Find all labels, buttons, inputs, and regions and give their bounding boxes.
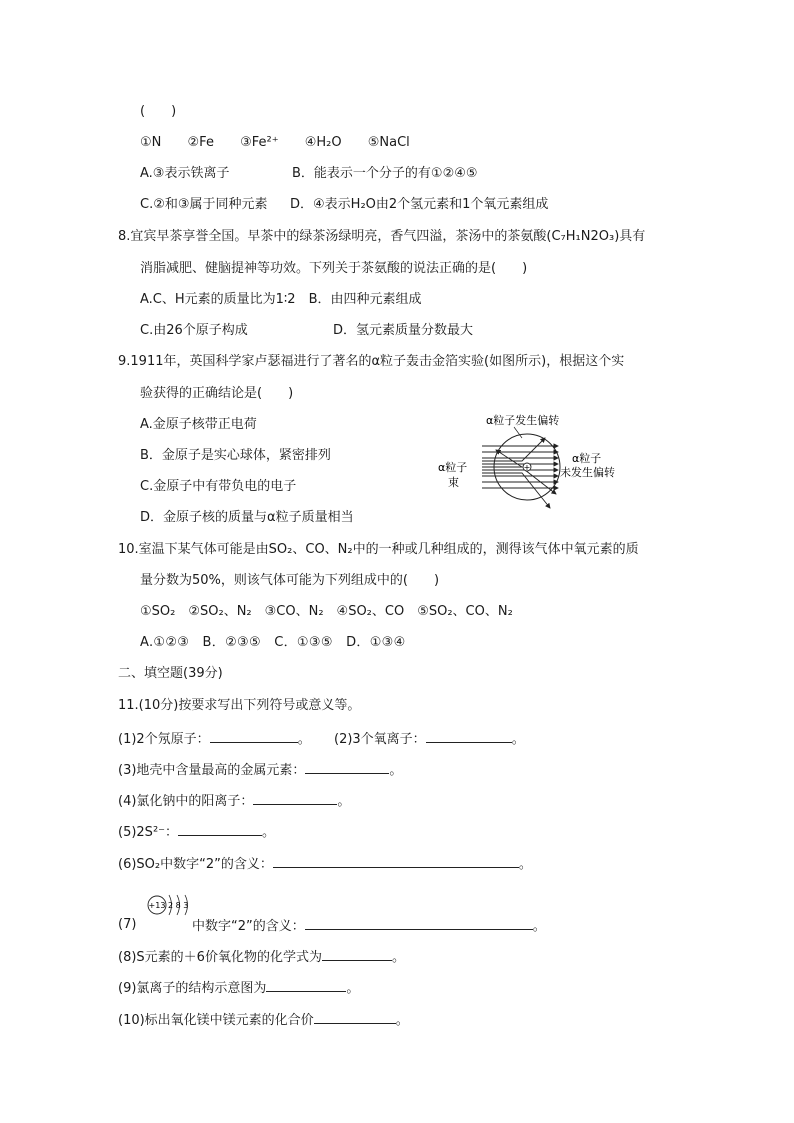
q11-answer-6-blank[interactable] — [273, 854, 519, 868]
q9-option-c: C.金原子中有带负电的电子 — [140, 479, 297, 494]
label-beam-1: α粒子 — [438, 461, 468, 474]
label-beam-2: 束 — [448, 476, 459, 489]
end-mark: 。 — [391, 950, 405, 965]
q7-item-5: ⑤NaCl — [367, 135, 410, 150]
q9-option-a: A.金原子核带正电荷 — [140, 417, 257, 432]
q11-answer-3-blank[interactable] — [305, 760, 389, 774]
q11-answer-4-blank[interactable] — [253, 791, 337, 805]
q7-items — [140, 134, 410, 152]
q11-answer-9-blank[interactable] — [266, 978, 346, 992]
q7-item-3: ③Fe²⁺ — [240, 135, 279, 150]
label-undeflected-1: α粒子 — [572, 452, 602, 465]
q11-part-3 — [118, 760, 402, 780]
q11-answer-2-blank[interactable] — [426, 729, 512, 743]
q11-part-8-label: (8)S元素的＋6价氧化物的化学式为 — [118, 950, 322, 965]
rutherford-experiment-figure — [430, 410, 630, 520]
q11-part-10 — [118, 1010, 409, 1030]
end-mark: 。 — [395, 1013, 409, 1028]
electron-counts: 2 8 3 — [168, 901, 189, 910]
q11-answer-10-blank[interactable] — [314, 1010, 396, 1024]
q7-option-c: C.②和③属于同种元素 — [140, 197, 268, 212]
q7-paren: ( ) — [140, 104, 177, 119]
q11-part-2-label: (2)3个氧离子： — [334, 732, 426, 747]
q11-part-9-label: (9)氯离子的结构示意图为 — [118, 981, 267, 996]
q11-part-6-label: (6)SO₂中数字“2”的含义： — [118, 857, 273, 872]
q11-part-6 — [118, 854, 532, 874]
q11-part-1-label: (1)2个氖原子： — [118, 732, 210, 747]
q11-answer-7-blank[interactable] — [305, 916, 533, 930]
q7-option-d: D．④表示H₂O由2个氢元素和1个氧元素组成 — [290, 197, 549, 212]
end-mark: 。 — [518, 857, 532, 872]
end-mark: 。 — [389, 763, 403, 778]
q11-part-7 — [192, 916, 546, 936]
label-deflected: α粒子发生偏转 — [486, 414, 560, 427]
q8-stem-line1: 8.宜宾早茶享誉全国。早茶中的绿茶汤绿明亮，香气四溢，茶汤中的茶氨酸(C₇H₁N2O₃)具有 — [118, 229, 646, 244]
q10-options: A.①②③ B．②③⑤ C．①③⑤ D．①③④ — [140, 635, 406, 650]
q7-item-4: ④H₂O — [304, 135, 342, 150]
end-mark: 。 — [297, 732, 311, 747]
q11-part-8 — [118, 947, 405, 967]
q11-part-5 — [118, 822, 275, 842]
q7-item-2: ②Fe — [187, 135, 214, 150]
nucleus-symbol: + — [523, 463, 531, 472]
q8-option-d: D．氢元素质量分数最大 — [333, 323, 474, 338]
q9-stem-line2: 验获得的正确结论是( ) — [140, 386, 294, 401]
q8-option-ab: A.C、H元素的质量比为1∶2 B．由四种元素组成 — [140, 292, 422, 307]
q11-part-2 — [334, 729, 525, 749]
q11-part-10-label: (10)标出氧化镁中镁元素的化合价 — [118, 1013, 314, 1028]
q11-part-7-label: 中数字“2”的含义： — [192, 919, 305, 934]
q11-answer-5-blank[interactable] — [178, 822, 262, 836]
q7-option-b: B．能表示一个分子的有①②④⑤ — [292, 166, 478, 181]
q11-part-4-label: (4)氯化钠中的阳离子： — [118, 794, 254, 809]
q11-part-3-label: (3)地壳中含量最高的金属元素： — [118, 763, 306, 778]
q11-part-7-prefix: (7) — [118, 917, 137, 932]
q11-part-5-label: (5)2S²⁻： — [118, 825, 179, 840]
q8-stem-line2: 消脂减肥、健脑提神等功效。下列关于茶氨酸的说法正确的是( ) — [140, 261, 528, 276]
q11-answer-1-blank[interactable] — [210, 729, 298, 743]
end-mark: 。 — [262, 825, 276, 840]
end-mark: 。 — [337, 794, 351, 809]
end-mark: 。 — [346, 981, 360, 996]
section-title: 二、填空题(39分) — [118, 666, 223, 681]
label-undeflected-2: 未发生偏转 — [560, 466, 615, 479]
q11-part-1 — [118, 729, 311, 749]
q11-stem: 11.(10分)按要求写出下列符号或意义等。 — [118, 698, 361, 713]
q7-item-1: ①N — [140, 135, 162, 150]
alpha-beam-lines — [482, 438, 558, 508]
end-mark: 。 — [511, 732, 525, 747]
q10-stem-line2: 量分数为50%，则该气体可能为下列组成中的( ) — [140, 573, 440, 588]
q10-stem-line1: 10.室温下某气体可能是由SO₂、CO、N₂中的一种或几种组成的，测得该气体中氧元素的质 — [118, 542, 639, 557]
q9-option-d: D．金原子核的质量与α粒子质量相当 — [140, 510, 354, 525]
q9-option-b: B．金原子是实心球体，紧密排列 — [140, 448, 331, 463]
q9-stem-line1: 9.1911年，英国科学家卢瑟福进行了著名的α粒子轰击金箔实验(如图所示)，根据这个实 — [118, 354, 625, 369]
q11-answer-8-blank[interactable] — [322, 947, 392, 961]
q10-items: ①SO₂ ②SO₂、N₂ ③CO、N₂ ④SO₂、CO ⑤SO₂、CO、N₂ — [140, 604, 513, 619]
q11-part-4 — [118, 791, 350, 811]
q11-part-9 — [118, 978, 359, 998]
q8-option-c: C.由26个原子构成 — [140, 323, 248, 338]
q7-option-a: A.③表示铁离子 — [140, 166, 230, 181]
end-mark: 。 — [532, 919, 546, 934]
atom-nucleus-charge: +13 — [148, 901, 166, 910]
